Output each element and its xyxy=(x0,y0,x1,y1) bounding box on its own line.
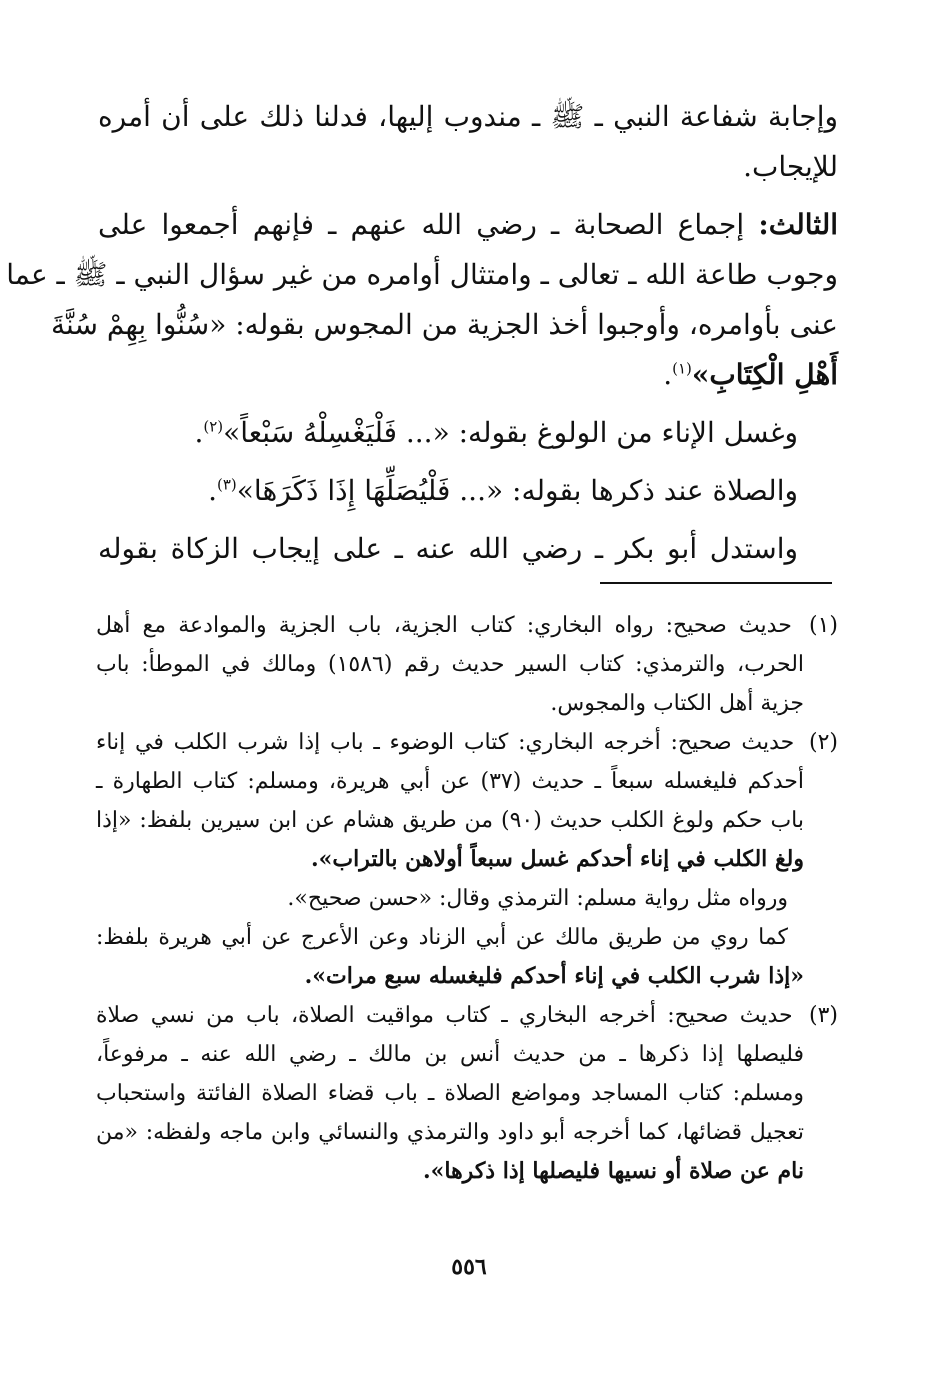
footnote-1-line: الحرب، والترمذي: كتاب السير حديث رقم (١٥٨٦) ومالك في الموطأ: باب xyxy=(96,652,805,677)
footnote-1-line: جزية أهل الكتاب والمجوس. xyxy=(550,691,804,716)
main-line: وجوب طاعة الله ـ تعالى ـ وامتثال أوامره من غير سؤال النبي ـ ﷺ ـ عما xyxy=(6,258,838,291)
footnote-2-line: ورواه مثل رواية مسلم: الترمذي وقال: «حسن صحيح». xyxy=(287,886,788,911)
footnote-1-line xyxy=(96,606,838,645)
footnote-2-line xyxy=(96,723,838,762)
main-line: عنى بأوامره، وأوجبوا أخذ الجزية من المجوس بقوله: «سُنُّوا بِهِمْ سُنَّةَ xyxy=(51,308,838,341)
footnote-2-line: باب حكم ولوغ الكلب حديث (٩٠) من طريق هشام عن ابن سيرين بلفظ: «إذا xyxy=(96,808,804,833)
period: . xyxy=(194,416,204,449)
footnote-number: (٢) xyxy=(809,730,839,755)
footnote-number: (١) xyxy=(808,613,838,638)
footnote-3-line: فليصلها إذا ذكرها ـ من حديث أنس بن مالك ـ رضي الله عنه ـ مرفوعاً، xyxy=(96,1042,804,1067)
footnote-2-line: كما روي من طريق مالك عن أبي الزناد وعن الأعرج عن أبي هريرة بلفظ: xyxy=(96,925,788,950)
main-line-text: وغسل الإناء من الولوغ بقوله: «... فَلْيَغْسِلْهُ سَبْعاً» xyxy=(223,416,798,449)
footnote-2-line: ولغ الكلب في إناء أحدكم غسل سبعاً أولاهن بالتراب». xyxy=(310,846,804,872)
main-line: وإجابة شفاعة النبي ـ ﷺ ـ مندوب إليها، فدلنا ذلك على أن أمره xyxy=(98,100,838,133)
footnote-mark: (٢) xyxy=(203,417,224,436)
main-line xyxy=(98,466,838,516)
main-line: للإيجاب. xyxy=(743,150,838,183)
paragraph-gap xyxy=(98,192,838,200)
footnote-2-line: أحدكم فليغسله سبعاً ـ حديث (٣٧) عن أبي هريرة، ومسلم: كتاب الطهارة ـ xyxy=(96,769,805,794)
footnote-separator xyxy=(600,582,832,584)
main-line-text: إجماع الصحابة ـ رضي الله عنهم ـ فإنهم أجمعوا على xyxy=(98,208,745,241)
period: . xyxy=(663,358,673,391)
period: . xyxy=(208,474,217,507)
paragraph-gap xyxy=(98,458,838,466)
main-line-text: والصلاة عند ذكرها بقوله: «... فَلْيُصَلِّهَا إِذَا ذَكَرَهَا» xyxy=(236,474,798,507)
footnote-3-line: تعجيل قضائها، كما أخرجه أبو داود والترمذي والنسائي وابن ماجه ولفظه: «من xyxy=(96,1120,804,1145)
page-number: ٥٥٦ xyxy=(451,1254,487,1280)
footnote-text: حديث صحيح: أخرجه البخاري: كتاب الوضوء ـ باب إذا شرب الكلب في إناء xyxy=(96,730,795,755)
main-line: واستدل أبو بكر ـ رضي الله عنه ـ على إيجاب الزكاة بقوله xyxy=(98,532,798,565)
footnotes xyxy=(96,606,838,1191)
quran-quote: أَهْلِ الْكِتَابِ» xyxy=(691,358,838,391)
footnote-2-line: «إذا شرب الكلب في إناء أحدكم فليغسله سبع مرات». xyxy=(304,963,804,989)
main-text xyxy=(6,92,839,574)
main-line xyxy=(98,350,838,400)
paragraph-gap xyxy=(98,516,838,524)
footnote-text: حديث صحيح: رواه البخاري: كتاب الجزية، باب الجزية والموادعة مع أهل xyxy=(96,613,792,638)
footnote-text: حديث صحيح: أخرجه البخاري ـ كتاب مواقيت الصلاة، باب من نسي صلاة xyxy=(96,1003,793,1028)
footnote-number: (٣) xyxy=(808,1003,838,1028)
footnote-3-line: ومسلم: كتاب المساجد ومواضع الصلاة ـ باب قضاء الصلاة الفائتة واستحباب xyxy=(96,1081,804,1106)
footnote-mark: (١) xyxy=(672,359,692,378)
footnote-3-line xyxy=(96,996,838,1035)
main-line-third xyxy=(98,200,838,250)
footnote-3-line: نام عن صلاة أو نسيها فليصلها إذا ذكرها». xyxy=(422,1158,804,1184)
paragraph-gap xyxy=(98,400,838,408)
main-line xyxy=(98,408,838,458)
third-label: الثالث: xyxy=(758,208,839,241)
footnote-mark: (٣) xyxy=(217,475,237,494)
